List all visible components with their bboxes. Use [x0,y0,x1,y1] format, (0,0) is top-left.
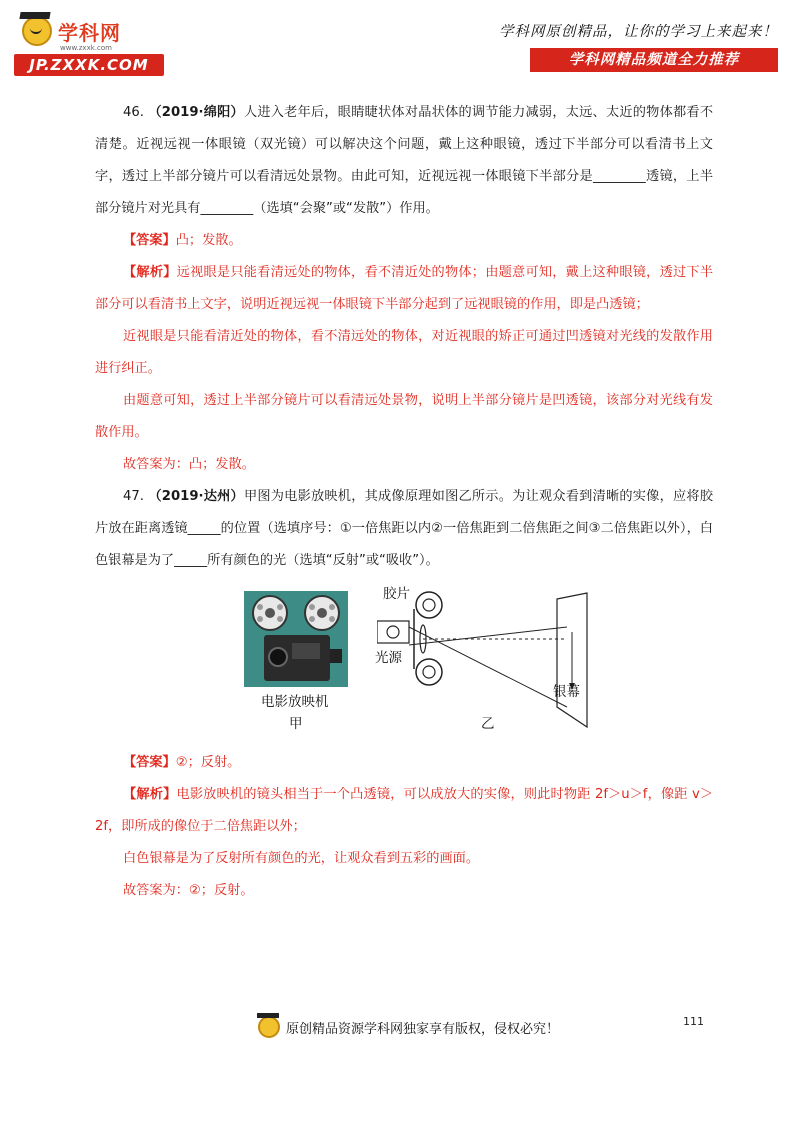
page-number: 111 [683,1015,704,1028]
answer-46 [95,225,713,257]
answer-text: 凸；发散。 [175,233,242,248]
question-source: （2019·绵阳） [148,105,244,120]
analysis-47 [95,779,713,843]
mascot-icon [22,16,52,46]
analysis-text: 远视眼是只能看清远处的物体，看不清近处的物体；由题意可知，戴上这种眼镜，透过下半部分可以看清书上文字，说明近视远视一体眼镜下半部分起到了远视眼镜的作用，即是凸透镜； [95,265,714,312]
analysis-tag: 【解析】 [123,787,177,802]
light-source-label: 光源 [375,650,402,666]
question-number: 46. [123,105,149,120]
answer-tag: 【答案】 [123,233,176,248]
question-47 [95,481,713,577]
footer-copyright [258,1016,559,1038]
final-answer-47: 故答案为：②；反射。 [123,883,254,898]
question-source: （2019·达州） [148,489,244,504]
question-text: 都看不清楚。近视远视一体眼镜（双光镜）可以解决这个问题，戴上这种眼镜，透过下半部分可以 [95,105,714,152]
film-label: 胶片 [383,586,410,602]
site-logo [14,14,164,76]
answer-tag: 【答案】 [123,755,176,770]
footer-text: 原创精品资源学科网独家享有版权，侵权必究！ [286,1021,560,1037]
projector-caption: 电影放映机 [261,694,329,710]
question-text: 倍焦距以外），白色银幕是为了_____所有颜色的光（选填“反射”或“吸收”）。 [95,521,713,568]
page-content [95,97,713,907]
analysis-46 [95,257,713,321]
question-text: 甲图为电影放映机，其成像原理如图乙所示。为让观众看到清晰的实像， [243,489,673,504]
logo-url: www.zxxk.com [60,44,112,52]
question-text: ________透镜，上半部分镜片对光具有________（选填“会聚”或“发散”）作用。 [95,169,714,216]
figure-label-jia: 甲 [289,716,303,732]
projector-image [244,591,348,687]
question-47-figure [95,583,713,743]
analysis-tag: 【解析】 [123,265,177,280]
answer-text: ②；反射。 [175,755,241,770]
header-banner: 学科网精品频道全力推荐 [530,48,778,72]
screen-label: 银幕 [553,684,580,700]
question-46 [95,97,713,225]
analysis-46-p2: 近视眼是只能看清近处的物体，看不清远处的物体，对近视眼的矫正可通过凹透镜对光线的发散作用进行纠正。 [95,329,713,376]
figure-label-yi: 乙 [481,716,495,732]
analysis-46-p3: 由题意可知，透过上半部分镜片可以看清远处景物，说明上半部分镜片是凹透镜，该部分对光线有发散作用。 [95,393,713,440]
question-text: 应将胶片放在距离透镜_____的位置（选填序号：①一倍焦距以内②一倍焦距到二倍焦距之间③二 [95,489,714,536]
logo-domain: JP.ZXXK.COM [14,54,164,76]
answer-47 [95,747,713,779]
final-answer-46: 故答案为：凸；发散。 [123,457,255,472]
analysis-text: 电影放映机的镜头相当于一个凸透镜，可以成放大的实像，则此时物距 2f＞u＞f，像距 v＞2f，即所成的像位于二倍焦距以外； [95,787,714,834]
header-slogan: 学科网原创精品，让你的学习上来起来！ [499,24,778,40]
question-number: 47. [123,489,149,504]
question-text: 人进入老年后，眼睛睫状体对晶状体的调节能力减弱，太远、太近的物体 [243,105,673,120]
question-text: 看清书上文字，透过上半部分镜片可以看清远处景物。由此可知，近视远视一体眼镜下半部分是 [95,137,713,184]
analysis-47-p2: 白色银幕是为了反射所有颜色的光，让观众看到五彩的画面。 [123,851,480,866]
mascot-icon [258,1016,280,1038]
logo-title: 学科网 [58,20,121,45]
